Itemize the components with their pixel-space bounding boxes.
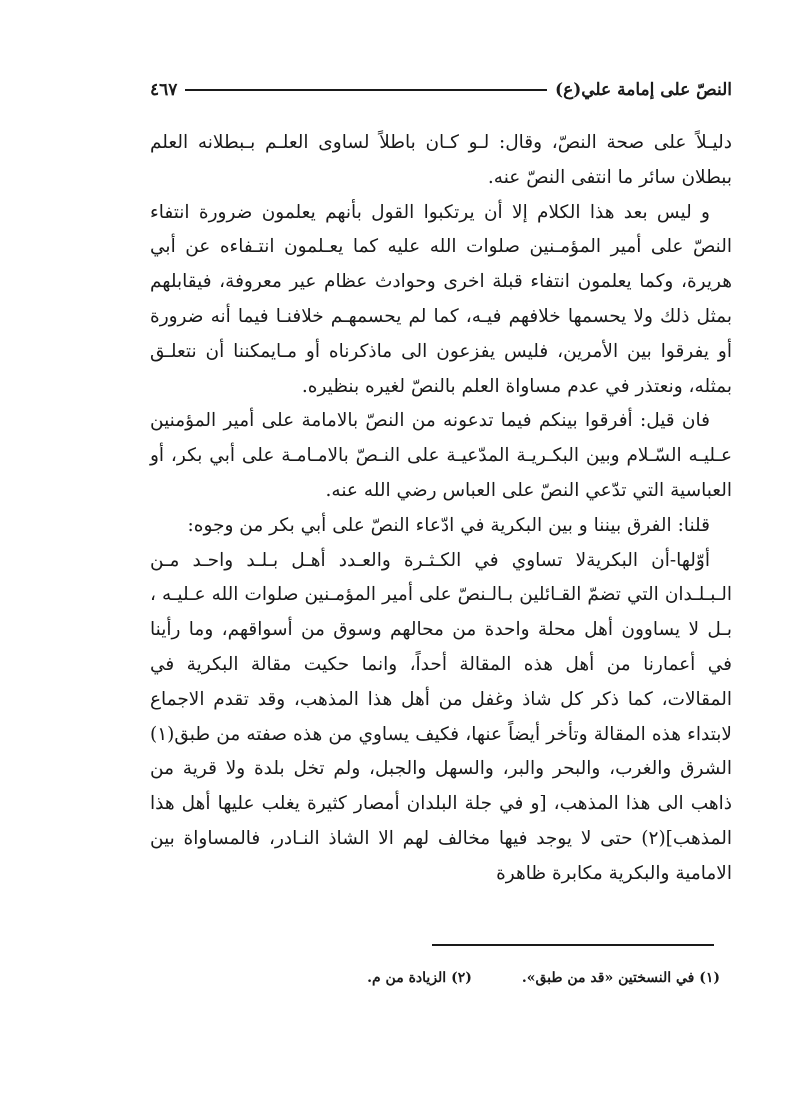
document-page <box>150 72 732 892</box>
footnote-rule <box>432 944 714 946</box>
paragraph: و ليس بعد هذا الكلام إلا أن يرتكبوا القول بأنهم يعلمون ضرورة انتفاء النصّ على أمير المؤمـنين صلوات الله عليه كما يعـلمون انتـفاءه عن أبي هريرة، وكما يعلمون انتفاء قبلة اخرى وحوادث عظام عير معروفة، فيقابلهم بمثل ذلك ولا يحسمها خلافهم فيـه، كما لم يحسمهـم خلافنـا فيما أنه ضرورة أو يفرقوا بين الأمرين، فليس يفزعون الى ماذكرناه أو مـايمكننا أن نتعلـق بمثله، ونعتذر في عدم مساواة العلم بالنصّ لغيره بنظيره. <box>150 201 732 397</box>
running-header <box>150 72 732 108</box>
page-number: ٤٦٧ <box>150 80 178 100</box>
footnotes <box>250 970 720 986</box>
header-title: النصّ على إمامة علي(ع) <box>555 80 732 100</box>
paragraph: دليـلاً على صحة النصّ، وقال: لـو كـان باطلاً لساوى العلـم بـبطلانه العلم ببطلان سائر ما انتفى النصّ عنه. <box>150 132 732 188</box>
body-text <box>150 126 732 892</box>
paragraph: قلنا: الفرق بيننا و بين البكرية في ادّعاء النصّ على أبي بكر من وجوه: <box>187 514 710 536</box>
header-rule <box>185 89 547 91</box>
paragraph: فان قيل: أفرقوا بينكم فيما تدعونه من النصّ بالامامة على أمير المؤمنين عـليـه السّـلام وبين البكـريـة المدّعيـة على النـصّ بالامـامـة على أبي بكر، أو العباسية التي تدّعي النصّ على العباس رضي الله عنه. <box>150 410 732 501</box>
footnote-1: (١) في النسختين «قد من طبق». <box>521 970 720 986</box>
paragraph: أوّلها-أن البكريةلا تساوي في الكـثـرة والعـدد أهـل بـلـد واحـد مـن الـبـلـدان التي تضمّ القـائلين بـالـنصّ على أمير المؤمـنين صلوات الله عـليـه ، بـل لا يساوون أهل محلة واحدة من محالهم وسوق من أسواقهم، وما رأينا في أعمارنا من أهل هذه المقالة أحداً، وانما حكيت مقالة البكرية في المقالات، كما ذكر كل شاذ وغفل من أهل هذا المذهب، وقد تقدم الاجماع لابتداء هذه المقالة وتأخر أيضاً عنها، فكيف يساوي من هذه صفته من طبق(١) الشرق والغرب، والبحر والبر، والسهل والجبل، ولم تخل بلدة ولا قرية من ذاهب الى هذا المذهب، [و في جلة البلدان أمصار كثيرة يغلب عليها أهل هذا المذهب](٢) حتى لا يوجد فيها مخالف لهم الا الشاذ النـادر، فالمساواة بين الامامية والبكرية مكابرة ظاهرة <box>150 549 732 884</box>
footnote-2: (٢) الزيادة من م. <box>367 970 472 986</box>
